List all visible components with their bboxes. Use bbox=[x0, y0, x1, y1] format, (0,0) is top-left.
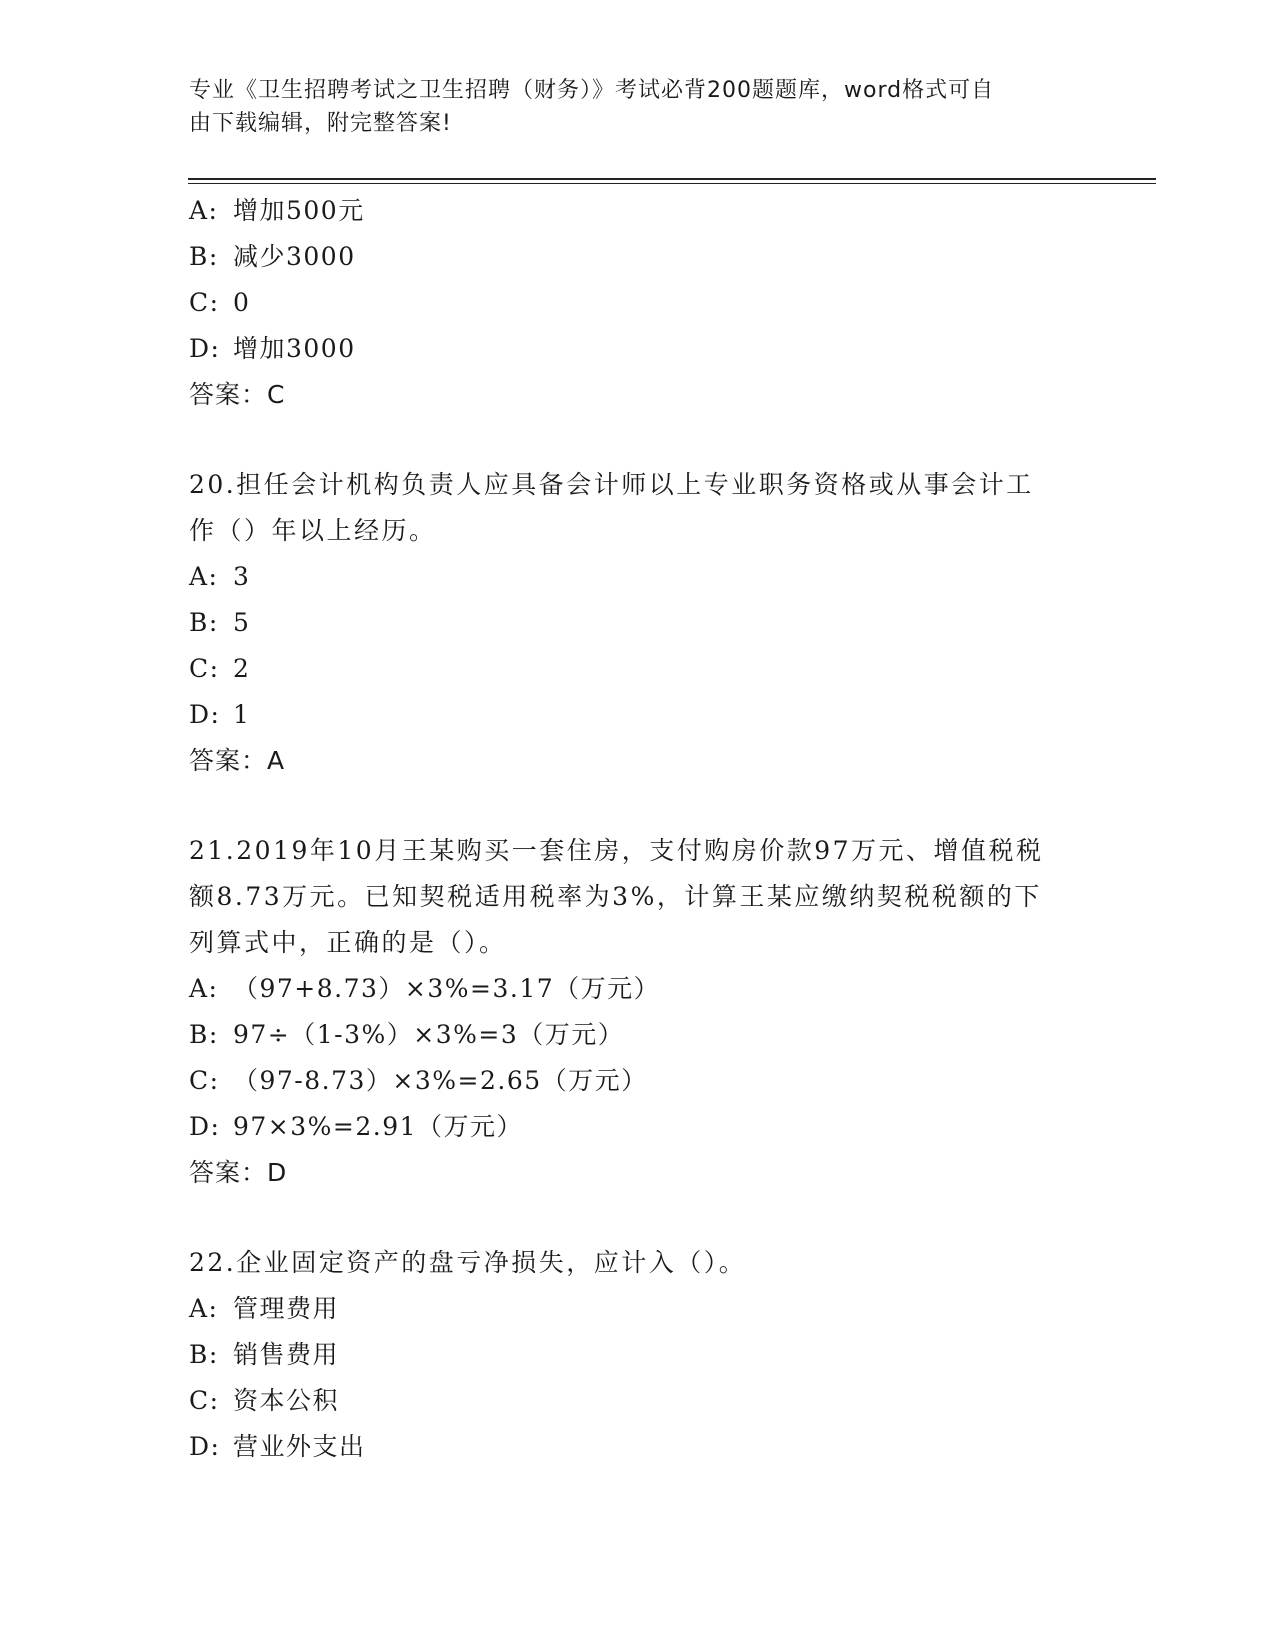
option-letter: D: bbox=[189, 1432, 221, 1461]
question-stem-line: 额8.73万元。已知契税适用税率为3%，计算王某应缴纳契税税额的下 bbox=[189, 882, 1042, 911]
option-text: 97×3%=2.91（万元） bbox=[233, 1112, 524, 1141]
document-header bbox=[189, 74, 1069, 140]
option-a bbox=[189, 1286, 1089, 1332]
answer-line: 答案：A bbox=[189, 746, 286, 775]
question-20-block bbox=[189, 462, 1089, 784]
question-19-block bbox=[189, 188, 1089, 418]
question-stem-line: 20.担任会计机构负责人应具备会计师以上专业职务资格或从事会计工 bbox=[189, 470, 1034, 499]
option-a bbox=[189, 966, 1089, 1012]
option-text: （97+8.73）×3%=3.17（万元） bbox=[233, 974, 661, 1003]
option-text: 1 bbox=[233, 700, 251, 729]
option-text: 5 bbox=[233, 608, 251, 637]
option-d bbox=[189, 1424, 1089, 1470]
option-b bbox=[189, 600, 1089, 646]
option-text: 减少3000 bbox=[233, 242, 356, 271]
question-content bbox=[189, 188, 1089, 1470]
header-line-1: 专业《卫生招聘考试之卫生招聘（财务）》考试必背200题题库，word格式可自 bbox=[189, 78, 995, 103]
spacer bbox=[189, 784, 1089, 828]
option-c bbox=[189, 1378, 1089, 1424]
option-c bbox=[189, 1058, 1089, 1104]
header-divider-thick bbox=[188, 178, 1156, 180]
question-stem-line: 21.2019年10月王某购买一套住房，支付购房价款97万元、增值税税 bbox=[189, 836, 1044, 865]
option-text: 0 bbox=[233, 288, 251, 317]
option-d bbox=[189, 1104, 1089, 1150]
option-text: 增加500元 bbox=[233, 196, 365, 225]
spacer bbox=[189, 418, 1089, 462]
option-text: 资本公积 bbox=[233, 1386, 340, 1415]
option-d bbox=[189, 326, 1089, 372]
question-stem-line: 列算式中，正确的是（）。 bbox=[189, 928, 507, 957]
question-stem-line: 作（）年以上经历。 bbox=[189, 516, 437, 545]
header-divider-thin bbox=[188, 183, 1156, 184]
option-c bbox=[189, 280, 1089, 326]
option-letter: A: bbox=[189, 974, 219, 1003]
option-text: 2 bbox=[233, 654, 251, 683]
option-text: 3 bbox=[233, 562, 251, 591]
option-text: 营业外支出 bbox=[233, 1432, 366, 1461]
answer-line: 答案：C bbox=[189, 380, 286, 409]
option-letter: D: bbox=[189, 334, 221, 363]
question-stem-line: 22.企业固定资产的盘亏净损失，应计入（）。 bbox=[189, 1248, 747, 1277]
option-a bbox=[189, 188, 1089, 234]
answer-line: 答案：D bbox=[189, 1158, 288, 1187]
option-text: 增加3000 bbox=[233, 334, 356, 363]
option-a bbox=[189, 554, 1089, 600]
option-c bbox=[189, 646, 1089, 692]
option-letter: D: bbox=[189, 700, 221, 729]
question-21-block bbox=[189, 828, 1089, 1196]
option-d bbox=[189, 692, 1089, 738]
option-letter: C: bbox=[189, 288, 220, 317]
option-text: 97÷（1-3%）×3%=3（万元） bbox=[233, 1020, 625, 1049]
option-letter: A: bbox=[189, 196, 219, 225]
option-b bbox=[189, 234, 1089, 280]
header-line-2: 由下载编辑，附完整答案! bbox=[189, 111, 452, 136]
option-b bbox=[189, 1332, 1089, 1378]
option-text: 管理费用 bbox=[233, 1294, 340, 1323]
option-letter: A: bbox=[189, 1294, 219, 1323]
option-text: （97-8.73）×3%=2.65（万元） bbox=[233, 1066, 648, 1095]
option-letter: A: bbox=[189, 562, 219, 591]
option-text: 销售费用 bbox=[233, 1340, 340, 1369]
option-letter: B: bbox=[189, 242, 219, 271]
option-letter: D: bbox=[189, 1112, 221, 1141]
question-22-block bbox=[189, 1240, 1089, 1470]
option-letter: B: bbox=[189, 1020, 219, 1049]
option-letter: B: bbox=[189, 1340, 219, 1369]
option-b bbox=[189, 1012, 1089, 1058]
option-letter: B: bbox=[189, 608, 219, 637]
option-letter: C: bbox=[189, 1386, 220, 1415]
option-letter: C: bbox=[189, 654, 220, 683]
option-letter: C: bbox=[189, 1066, 220, 1095]
spacer bbox=[189, 1196, 1089, 1240]
